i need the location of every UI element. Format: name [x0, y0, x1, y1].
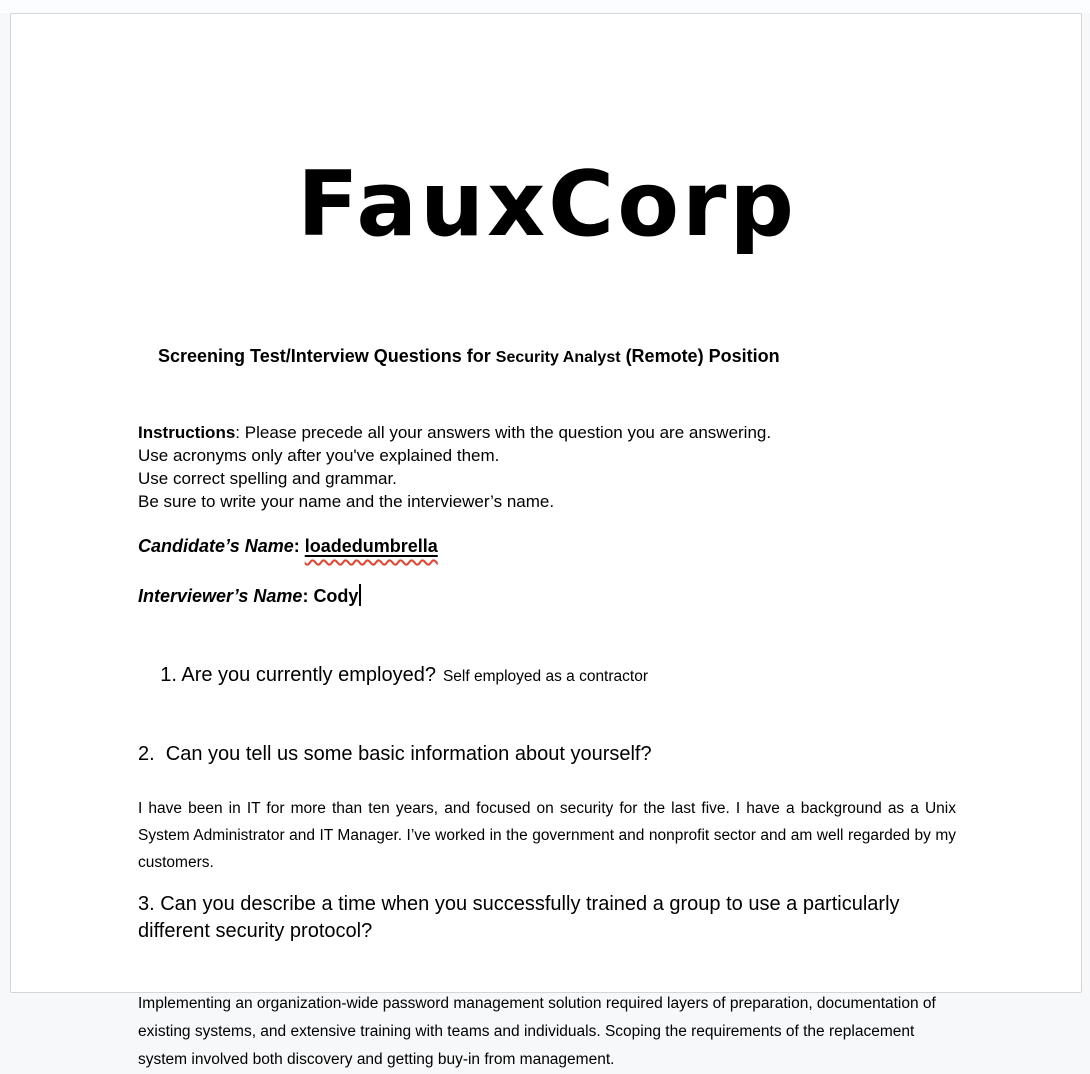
- candidate-name-line[interactable]: [138, 534, 956, 558]
- instructions-paragraph[interactable]: [138, 421, 956, 513]
- question-3-line[interactable]: 3. Can you describe a time when you successfully trained a group to use a particularly different security protocol?: [138, 893, 906, 942]
- question-1-line[interactable]: [138, 635, 956, 716]
- text-cursor: [359, 584, 361, 606]
- question-2-line[interactable]: 2. Can you tell us some basic information about yourself?: [138, 743, 652, 765]
- instructions-line-1[interactable]: [138, 421, 956, 444]
- instructions-line-3[interactable]: Use correct spelling and grammar.: [138, 469, 397, 488]
- candidate-name-label: Candidate’s Name: [138, 536, 294, 556]
- candidate-name-separator: :: [293, 536, 305, 556]
- instructions-label: Instructions: [138, 423, 236, 442]
- instructions-line-4[interactable]: Be sure to write your name and the interviewer’s name.: [138, 492, 555, 511]
- heading-suffix: (Remote) Position: [620, 346, 780, 366]
- interviewer-name-line[interactable]: [138, 584, 956, 608]
- document-heading[interactable]: [138, 320, 956, 394]
- interviewer-name-separator: :: [302, 586, 314, 606]
- spellcheck-squiggle: loadedumbrella: [304, 536, 438, 556]
- document-page[interactable]: [10, 13, 1082, 1068]
- answer-2-paragraph[interactable]: I have been in IT for more than ten years, and focused on security for the last five. I have a background as a Unix System Administrator and IT Manager. I’ve worked in the government and nonprofit sector and am well regarded by my customers.: [138, 800, 956, 871]
- question-1-inline-answer[interactable]: Self employed as a contractor: [442, 668, 648, 685]
- company-logo-title[interactable]: FauxCorp: [297, 152, 797, 257]
- question-1-text: 1. Are you currently employed?: [160, 664, 436, 686]
- candidate-name-value[interactable]: [305, 536, 438, 556]
- instructions-line-1-text: : Please precede all your answers with the question you are answering.: [235, 423, 772, 442]
- interviewer-name-value[interactable]: Cody: [313, 586, 359, 606]
- heading-prefix: Screening Test/Interview Questions for: [158, 346, 496, 366]
- canvas-top-strip: [0, 0, 1090, 13]
- heading-role: Security Analyst: [495, 349, 621, 366]
- instructions-line-2[interactable]: Use acronyms only after you've explained them.: [138, 446, 500, 465]
- answer-3-paragraph[interactable]: Implementing an organization-wide password management solution required layers of preparation, documentation of existing systems, and extensive training with teams and individuals. Scoping the requirements of the replacement system involved both discovery and getting buy-in from management.: [138, 995, 936, 1068]
- interviewer-name-label: Interviewer’s Name: [138, 586, 303, 606]
